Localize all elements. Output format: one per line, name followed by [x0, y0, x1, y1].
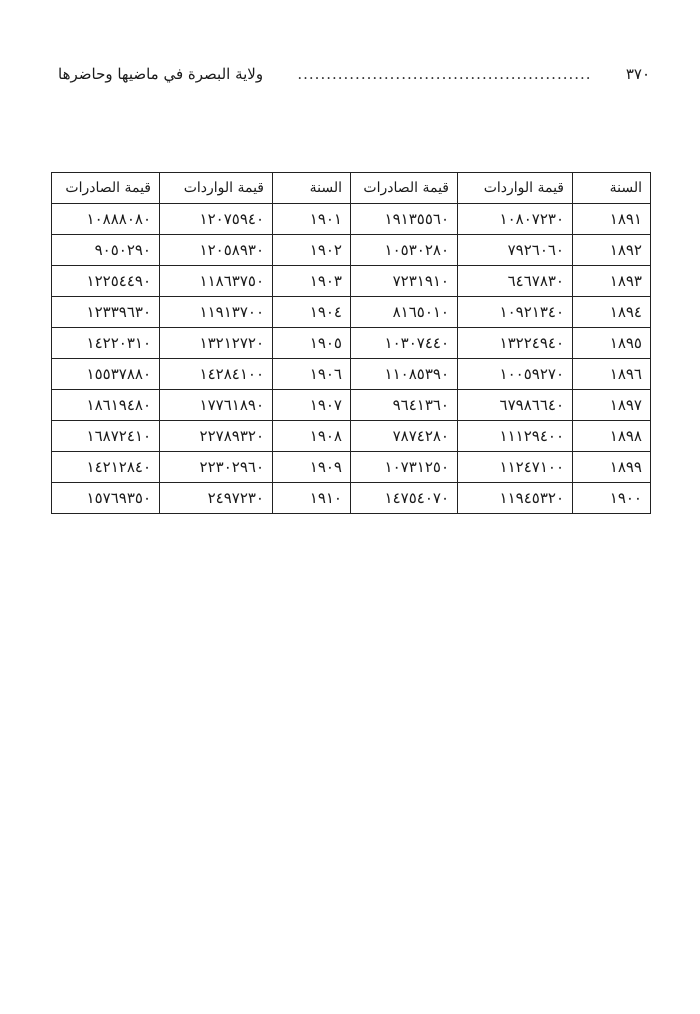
table-cell: ١٩١٣٥٥٦٠: [351, 204, 458, 235]
table-cell: ١٤٢٢٠٣١٠: [52, 328, 160, 359]
table-cell: ٩٠٥٠٢٩٠: [52, 235, 160, 266]
table-cell: ٦٧٩٨٦٦٤٠: [458, 390, 573, 421]
table-cell: ١٥٥٣٧٨٨٠: [52, 359, 160, 390]
table-cell: ١١٠٨٥٣٩٠: [351, 359, 458, 390]
table-header-row: [52, 173, 651, 204]
table-cell: ١٨٩٧: [573, 390, 651, 421]
table-cell: ١٨٩٢: [573, 235, 651, 266]
table-cell: ١٤٢٨٤١٠٠: [160, 359, 273, 390]
table-cell: ١٠٧٣١٢٥٠: [351, 452, 458, 483]
table-cell: ١٨٩٦: [573, 359, 651, 390]
table-cell: ١٩٠٧: [273, 390, 351, 421]
table-cell: ١١٨٦٣٧٥٠: [160, 266, 273, 297]
table-row: [52, 390, 651, 421]
table-cell: ٨١٦٥٠١٠: [351, 297, 458, 328]
table-cell: ١٨٩٨: [573, 421, 651, 452]
page-number: ٣٧٠: [625, 65, 650, 83]
table-cell: ١٤٧٥٤٠٧٠: [351, 483, 458, 514]
table-cell: ١٥٧٦٩٣٥٠: [52, 483, 160, 514]
column-header-exports: قيمة الصادرات: [351, 173, 458, 204]
table-cell: ١٩٠٦: [273, 359, 351, 390]
table-cell: ١٩٠٨: [273, 421, 351, 452]
table-cell: ١٨٦١٩٤٨٠: [52, 390, 160, 421]
table-cell: ٧٩٢٦٠٦٠: [458, 235, 573, 266]
table-cell: ١٨٩١: [573, 204, 651, 235]
table-cell: ١٩٠٩: [273, 452, 351, 483]
table-cell: ١٢٠٧٥٩٤٠: [160, 204, 273, 235]
table-cell: ١٠٩٢١٣٤٠: [458, 297, 573, 328]
table-cell: ١٨٩٤: [573, 297, 651, 328]
table-cell: ١١٢٤٧١٠٠: [458, 452, 573, 483]
table-row: [52, 266, 651, 297]
table-cell: ١٩٠٣: [273, 266, 351, 297]
table-row: [52, 452, 651, 483]
table-cell: ١٨٩٩: [573, 452, 651, 483]
table-cell: ١٠٥٣٠٢٨٠: [351, 235, 458, 266]
table-cell: ١٩١٠: [273, 483, 351, 514]
table-cell: ٧٨٧٤٢٨٠: [351, 421, 458, 452]
table-row: [52, 297, 651, 328]
table-cell: ١٩٠٢: [273, 235, 351, 266]
table-cell: ١٨٩٥: [573, 328, 651, 359]
table-cell: ١٢٣٣٩٦٣٠: [52, 297, 160, 328]
table-cell: ٩٦٤١٣٦٠: [351, 390, 458, 421]
table-cell: ١١١٢٩٤٠٠: [458, 421, 573, 452]
column-header-imports: قيمة الواردات: [458, 173, 573, 204]
table-cell: ٦٤٦٧٨٣٠: [458, 266, 573, 297]
running-title: ولاية البصرة في ماضيها وحاضرها: [58, 65, 264, 83]
table-cell: ١٢٠٥٨٩٣٠: [160, 235, 273, 266]
table-cell: ١٠٣٠٧٤٤٠: [351, 328, 458, 359]
table-cell: ١٣٢٢٤٩٤٠: [458, 328, 573, 359]
table-cell: ١١٩١٣٧٠٠: [160, 297, 273, 328]
table-row: [52, 204, 651, 235]
table-row: [52, 235, 651, 266]
running-header: [58, 62, 650, 86]
column-header-year: السنة: [573, 173, 651, 204]
table-row: [52, 421, 651, 452]
table-cell: ٧٢٣١٩١٠: [351, 266, 458, 297]
table-cell: ١٢٢٥٤٤٩٠: [52, 266, 160, 297]
table-cell: ١٣٢١٢٧٢٠: [160, 328, 273, 359]
table-cell: ٢٢٧٨٩٣٢٠: [160, 421, 273, 452]
table-cell: ١٩٠٠: [573, 483, 651, 514]
trade-values-table: [51, 172, 651, 514]
column-header-exports: قيمة الصادرات: [52, 173, 160, 204]
table-cell: ١٩٠٥: [273, 328, 351, 359]
table-cell: ١٠٨٠٧٢٣٠: [458, 204, 573, 235]
table-cell: ١٨٩٣: [573, 266, 651, 297]
table-cell: ١١٩٤٥٣٢٠: [458, 483, 573, 514]
table-row: [52, 359, 651, 390]
table-cell: ١٧٧٦١٨٩٠: [160, 390, 273, 421]
column-header-imports: قيمة الواردات: [160, 173, 273, 204]
table-cell: ١٠٨٨٨٠٨٠: [52, 204, 160, 235]
leader-dots: ...................................................: [297, 65, 592, 83]
column-header-year: السنة: [273, 173, 351, 204]
table-cell: ١٩٠١: [273, 204, 351, 235]
table-cell: ١٩٠٤: [273, 297, 351, 328]
table-cell: ١٤٢١٢٨٤٠: [52, 452, 160, 483]
table-cell: ١٦٨٧٢٤١٠: [52, 421, 160, 452]
table-row: [52, 483, 651, 514]
table-cell: ٢٢٣٠٢٩٦٠: [160, 452, 273, 483]
table-cell: ١٠٠٥٩٢٧٠: [458, 359, 573, 390]
table-row: [52, 328, 651, 359]
table-cell: ٢٤٩٧٢٣٠: [160, 483, 273, 514]
